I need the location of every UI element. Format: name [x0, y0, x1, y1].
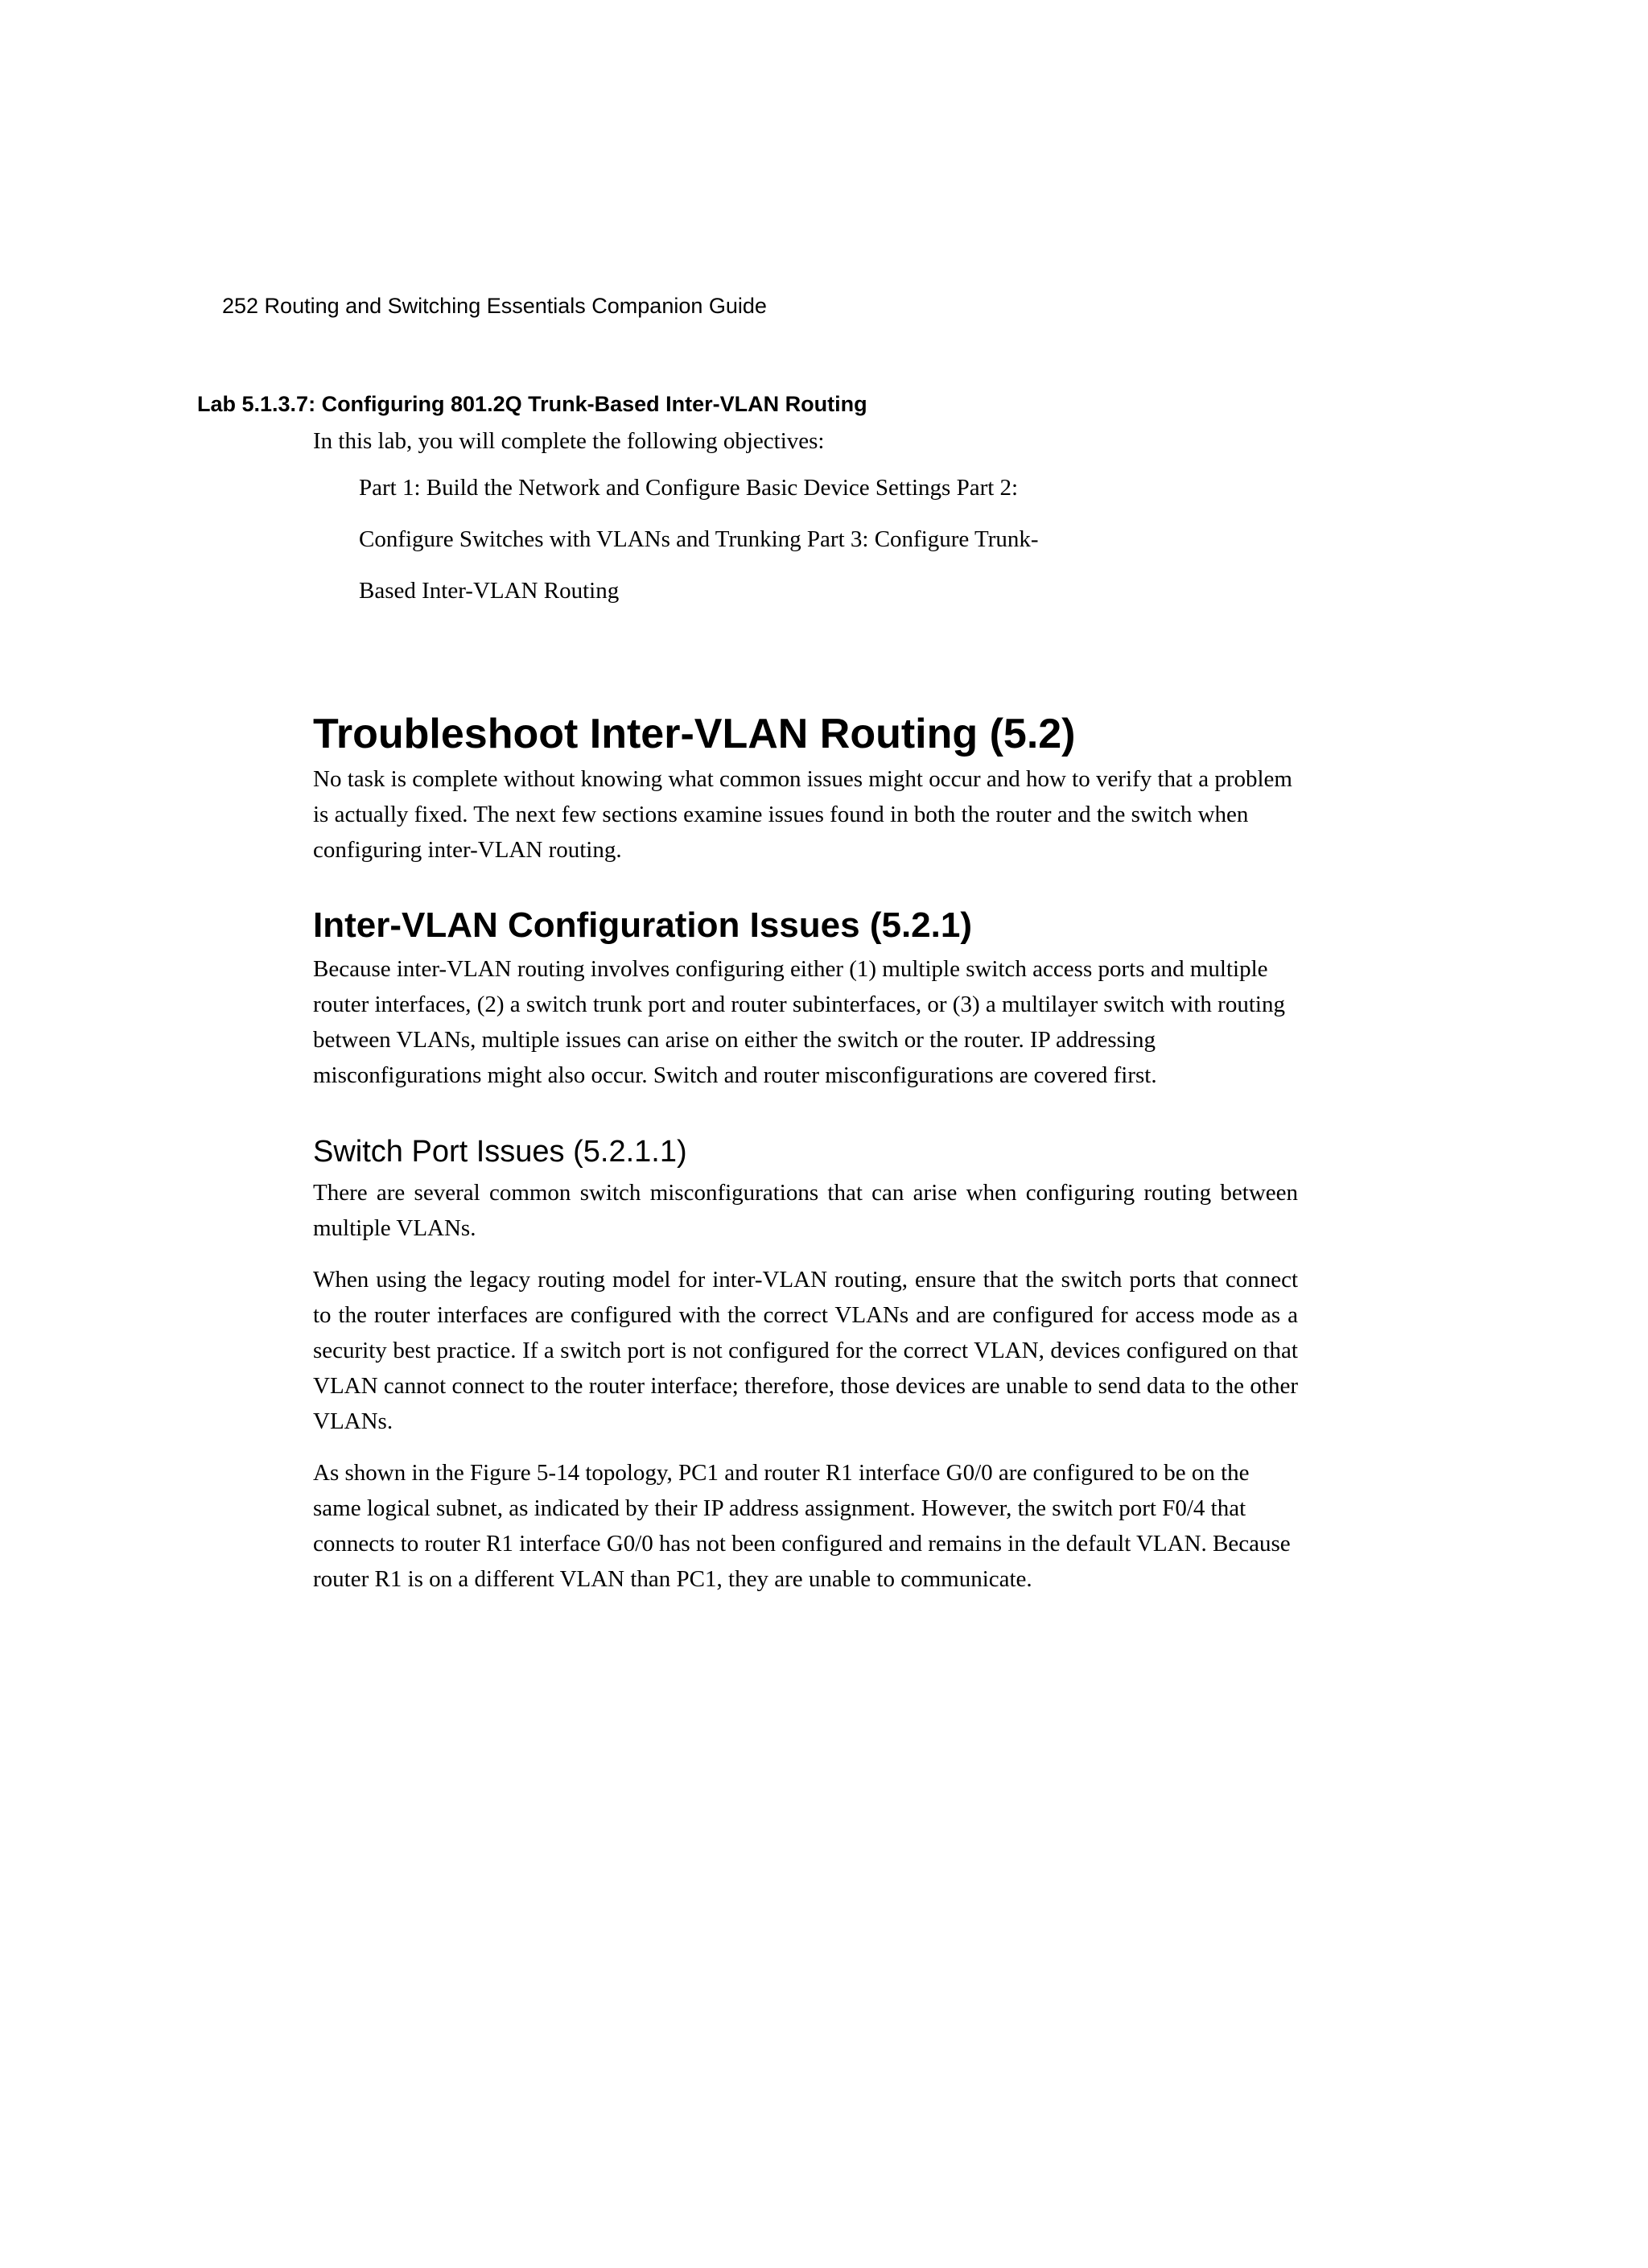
subsubsection-heading: Switch Port Issues (5.2.1.1)	[313, 1135, 687, 1169]
section-paragraph: No task is complete without knowing what common issues might occur and how to verify that a problem is actually fixed. The next few sections examine issues found in both the router and the switch when configuring inter-VLAN routing.	[313, 766, 1292, 863]
objective-line: Configure Switches with VLANs and Trunking Part 3: Configure Trunk-	[359, 526, 1039, 552]
subsection-heading: Inter-VLAN Configuration Issues (5.2.1)	[313, 905, 972, 945]
objective-line: Based Inter-VLAN Routing	[359, 578, 620, 604]
body-paragraph: There are several common switch misconfigurations that can arise when configuring routing between multiple VLANs.	[313, 1180, 1298, 1241]
main-content	[313, 708, 1298, 1597]
lab-title: Lab 5.1.3.7: Configuring 801.2Q Trunk-Based Inter-VLAN Routing	[197, 392, 867, 416]
section-heading: Troubleshoot Inter-VLAN Routing (5.2)	[313, 711, 1076, 757]
lab-intro: In this lab, you will complete the following objectives:	[313, 428, 825, 454]
body-paragraph: As shown in the Figure 5-14 topology, PC1 and router R1 interface G0/0 are configured to be on the same logical subnet, as indicated by their IP address assignment. However, the switch port F0/4 that connects to router R1 interface G0/0 has not been configured and remains in the default VLAN. Because router R1 is on a different VLAN than PC1, they are unable to communicate.	[313, 1460, 1291, 1592]
lab-objectives	[359, 470, 1164, 625]
running-header: 252 Routing and Switching Essentials Companion Guide	[222, 294, 767, 318]
body-paragraph: When using the legacy routing model for inter-VLAN routing, ensure that the switch ports that connect to the router interfaces are configured with the correct VLANs and are configured for access mode as a security best practice. If a switch port is not configured for the correct VLAN, devices configured on that VLAN cannot connect to the router interface; therefore, those devices are unable to send data to the other VLANs.	[313, 1267, 1298, 1434]
objective-line: Part 1: Build the Network and Configure Basic Device Settings Part 2:	[359, 475, 1019, 501]
subsection-paragraph: Because inter-VLAN routing involves configuring either (1) multiple switch access ports and multiple router interfaces, (2) a switch trunk port and router subinterfaces, or (3) a multilayer switch with routing between VLANs, multiple issues can arise on either the switch or the router. IP addressing misconfigurations might also occur. Switch and router misconfigurations are covered first.	[313, 956, 1285, 1088]
